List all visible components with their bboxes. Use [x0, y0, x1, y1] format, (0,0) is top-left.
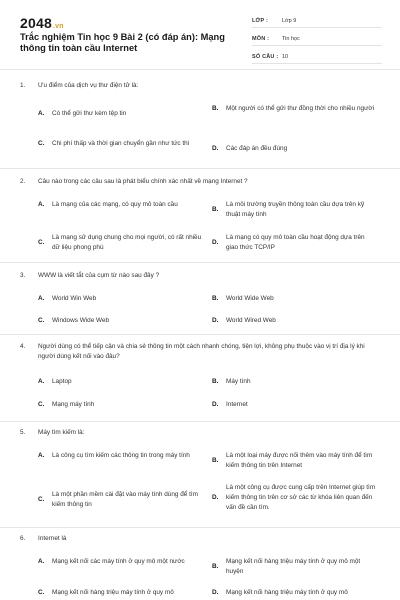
option-b[interactable]: [212, 377, 376, 387]
option-text: Là mạng có quy mô toàn cầu hoạt động dựa trên giao thức TCP/IP: [226, 234, 365, 251]
option-text: World Wide Web: [226, 295, 274, 302]
option-a[interactable]: [38, 200, 202, 210]
meta-value: Tin học: [282, 35, 300, 42]
question-divider: [0, 334, 400, 335]
option-a[interactable]: [38, 451, 202, 461]
option-letter: C.: [38, 589, 45, 596]
question-divider: [0, 168, 400, 169]
logo-main: 2048: [20, 15, 52, 31]
option-d[interactable]: [212, 400, 376, 410]
option-text: Windows Wide Web: [52, 317, 110, 324]
option-d[interactable]: [212, 144, 376, 154]
option-letter: A.: [38, 558, 45, 565]
option-letter: B.: [212, 378, 219, 385]
question-number: 2.: [20, 178, 26, 185]
option-text: Mạng kết nối hàng triệu máy tính ở quy mô: [52, 589, 174, 596]
option-text: Máy tính: [226, 378, 251, 385]
question-text: Ưu điểm của dịch vụ thư điện tử là:: [38, 82, 139, 89]
option-text: Internet: [226, 401, 248, 408]
question-divider: [0, 421, 400, 422]
question-number: 5.: [20, 429, 26, 436]
option-text: Là một loại máy được nối thêm vào máy tính để tìm kiếm thông tin trên Internet: [226, 452, 373, 469]
question-2: [20, 177, 380, 187]
option-letter: D.: [212, 494, 219, 501]
option-b[interactable]: [212, 451, 376, 471]
page-header: [0, 0, 400, 70]
option-d[interactable]: [212, 316, 376, 326]
option-text: Mạng kết nối hàng triệu máy tính ở quy mô một huyện: [226, 558, 361, 575]
option-letter: B.: [212, 457, 219, 464]
option-letter: B.: [212, 206, 219, 213]
meta-label: LỚP :: [252, 17, 268, 24]
option-letter: C.: [38, 496, 45, 503]
option-c[interactable]: [38, 233, 202, 253]
option-text: Có thể gửi thư kèm tệp tin: [52, 110, 127, 117]
option-letter: D.: [212, 145, 219, 152]
option-a[interactable]: [38, 294, 202, 304]
option-text: Một người có thể gửi thư đồng thời cho nhiều người: [226, 105, 374, 112]
option-b[interactable]: [212, 104, 376, 114]
option-letter: A.: [38, 295, 45, 302]
option-letter: C.: [38, 239, 45, 246]
question-text: Máy tìm kiếm là:: [38, 429, 85, 436]
option-letter: D.: [212, 239, 219, 246]
option-d[interactable]: [212, 588, 376, 598]
option-text: Là mạng của các mạng, có quy mô toàn cầu: [52, 201, 178, 208]
option-letter: A.: [38, 110, 45, 117]
option-letter: D.: [212, 401, 219, 408]
question-6: [20, 534, 380, 544]
option-text: Mạng kết nối hàng triệu máy tính ở quy mô: [226, 589, 348, 596]
question-text: Internet là: [38, 535, 67, 542]
meta-label: SỐ CÂU :: [252, 53, 279, 60]
option-b[interactable]: [212, 557, 376, 577]
meta-row-class: [252, 14, 382, 28]
option-letter: A.: [38, 201, 45, 208]
meta-value: Lớp 9: [282, 17, 297, 24]
option-d[interactable]: [212, 233, 376, 253]
option-a[interactable]: [38, 109, 202, 119]
option-text: Là một công cụ được cung cấp trên Internet giúp tìm kiếm thông tin trên cơ sở các từ khóa liên quan đến vấn đề cần tìm.: [226, 484, 376, 511]
option-letter: B.: [212, 295, 219, 302]
meta-row-subject: [252, 32, 382, 46]
option-text: Là một phần mềm cài đặt vào máy tính dùng để tìm kiếm thông tin: [52, 491, 198, 508]
option-letter: D.: [212, 317, 219, 324]
question-5: [20, 428, 380, 438]
question-text: Người dùng có thể tiếp cận và chia sẻ thông tin một cách nhanh chóng, tiện lợi, không phụ thuộc vào vị trí địa lý khi người dùng kết nối vào đâu?: [38, 343, 365, 360]
question-text: WWW là viết tắt của cụm từ nào sau đây ?: [38, 272, 160, 279]
question-4: [20, 342, 380, 362]
option-a[interactable]: [38, 377, 202, 387]
option-letter: D.: [212, 589, 219, 596]
option-letter: A.: [38, 452, 45, 459]
option-text: Chi phí thấp và thời gian chuyển gần như tức thì: [52, 140, 190, 147]
question-number: 6.: [20, 535, 26, 542]
option-text: Laptop: [52, 378, 72, 385]
meta-value: 10: [282, 53, 289, 60]
option-text: Là mạng sử dụng chung cho mọi người, có rất nhiều dữ liệu phong phú: [52, 234, 202, 251]
option-text: World Win Web: [52, 295, 97, 302]
option-text: Mạng máy tính: [52, 401, 95, 408]
quiz-meta: [252, 14, 382, 68]
option-text: Là môi trường truyền thông toàn cầu dựa trên kỹ thuật máy tính: [226, 201, 365, 218]
page-title: Trắc nghiệm Tin học 9 Bài 2 (có đáp án): Mạng thông tin toàn cầu Internet: [20, 32, 225, 53]
option-text: Các đáp án đều đúng: [226, 145, 288, 152]
option-text: Là công cụ tìm kiếm các thông tin trong máy tính: [52, 452, 190, 459]
option-letter: A.: [38, 378, 45, 385]
logo-suffix: .vn: [52, 23, 64, 30]
option-letter: B.: [212, 105, 219, 112]
site-logo[interactable]: [20, 15, 64, 31]
option-a[interactable]: [38, 557, 202, 567]
option-letter: B.: [212, 563, 219, 570]
question-text: Câu nào trong các câu sau là phát biểu chính xác nhất về mạng Internet ?: [38, 178, 248, 185]
question-divider: [0, 262, 400, 263]
option-b[interactable]: [212, 200, 376, 220]
question-number: 4.: [20, 343, 26, 350]
option-text: World Wired Web: [226, 317, 276, 324]
option-b[interactable]: [212, 294, 376, 304]
option-d[interactable]: [212, 483, 376, 513]
option-letter: C.: [38, 401, 45, 408]
option-c[interactable]: [38, 490, 202, 510]
question-divider: [0, 527, 400, 528]
meta-row-count: [252, 50, 382, 64]
option-letter: C.: [38, 317, 45, 324]
option-c[interactable]: [38, 316, 202, 326]
meta-label: MÔN :: [252, 35, 270, 42]
question-1: [20, 81, 380, 91]
question-3: [20, 271, 380, 281]
option-c[interactable]: [38, 139, 202, 149]
option-c[interactable]: [38, 588, 202, 598]
option-text: Mạng kết nối các máy tính ở quy mô một nước: [52, 558, 185, 565]
question-number: 3.: [20, 272, 26, 279]
question-number: 1.: [20, 82, 26, 89]
option-c[interactable]: [38, 400, 202, 410]
option-letter: C.: [38, 140, 45, 147]
